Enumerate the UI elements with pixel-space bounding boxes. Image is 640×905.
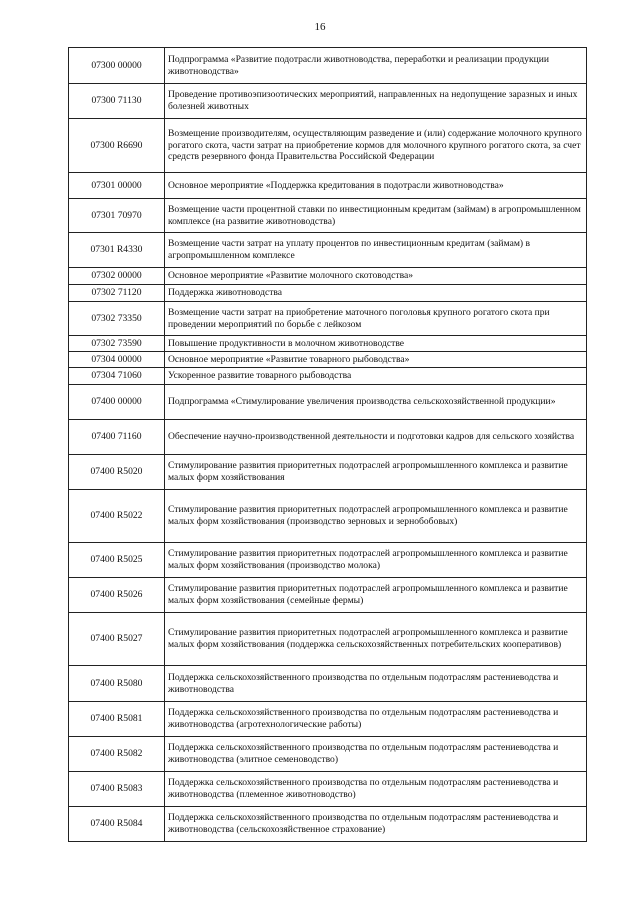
row-description: Ускоренное развитие товарного рыбоводства xyxy=(165,368,587,385)
table-row xyxy=(69,737,587,772)
row-code: 07304 71060 xyxy=(69,368,165,385)
row-description: Стимулирование развития приоритетных подотраслей агропромышленного комплекса и развитие малых форм хозяйствования (семейные фермы) xyxy=(165,578,587,613)
row-description: Основное мероприятие «Поддержка кредитования в подотрасли животноводства» xyxy=(165,173,587,199)
row-description: Возмещение части затрат на уплату процентов по инвестиционным кредитам (займам) в агропромышленном комплексе xyxy=(165,233,587,268)
table-row xyxy=(69,455,587,490)
row-description: Поддержка сельскохозяйственного производства по отдельным подотраслям растениеводства и животноводства (племенное животноводство) xyxy=(165,772,587,807)
row-description: Поддержка сельскохозяйственного производства по отдельным подотраслям растениеводства и животноводства (элитное семеноводство) xyxy=(165,737,587,772)
row-code: 07301 00000 xyxy=(69,173,165,199)
row-code: 07400 00000 xyxy=(69,385,165,420)
table-row xyxy=(69,702,587,737)
table-row xyxy=(69,543,587,578)
table-row xyxy=(69,420,587,455)
row-description: Возмещение производителям, осуществляющим разведение и (или) содержание молочного крупного рогатого скота, части затрат на приобретение кормов для молочного крупного рогатого скота, за счет средств резервного фонда Правительства Российской Федерации xyxy=(165,119,587,173)
row-code: 07300 71130 xyxy=(69,84,165,119)
row-description: Подпрограмма «Стимулирование увеличения производства сельскохозяйственной продукции» xyxy=(165,385,587,420)
row-code: 07400 R5084 xyxy=(69,807,165,842)
table-row xyxy=(69,352,587,368)
row-description: Поддержка животноводства xyxy=(165,285,587,302)
row-code: 07302 73350 xyxy=(69,302,165,336)
table-row xyxy=(69,173,587,199)
row-code: 07400 R5025 xyxy=(69,543,165,578)
table-row xyxy=(69,119,587,173)
row-description: Стимулирование развития приоритетных подотраслей агропромышленного комплекса и развитие малых форм хозяйствования (производство молока) xyxy=(165,543,587,578)
row-description: Поддержка сельскохозяйственного производства по отдельным подотраслям растениеводства и животноводства xyxy=(165,666,587,702)
row-code: 07400 R5026 xyxy=(69,578,165,613)
row-description: Стимулирование развития приоритетных подотраслей агропромышленного комплекса и развитие малых форм хозяйствования xyxy=(165,455,587,490)
row-description: Стимулирование развития приоритетных подотраслей агропромышленного комплекса и развитие малых форм хозяйствования (поддержка сельскохозяйственных потребительских кооперативов) xyxy=(165,613,587,666)
table-row xyxy=(69,48,587,84)
row-code: 07302 71120 xyxy=(69,285,165,302)
table-row xyxy=(69,772,587,807)
row-description: Основное мероприятие «Развитие товарного рыбоводства» xyxy=(165,352,587,368)
table-row xyxy=(69,613,587,666)
table-row xyxy=(69,302,587,336)
table-row xyxy=(69,336,587,352)
row-description: Повышение продуктивности в молочном животноводстве xyxy=(165,336,587,352)
table-row xyxy=(69,285,587,302)
row-code: 07400 71160 xyxy=(69,420,165,455)
row-code: 07400 R5022 xyxy=(69,490,165,543)
row-description: Поддержка сельскохозяйственного производства по отдельным подотраслям растениеводства и животноводства (агротехнологические работы) xyxy=(165,702,587,737)
table-row xyxy=(69,666,587,702)
row-code: 07400 R5082 xyxy=(69,737,165,772)
table-row xyxy=(69,368,587,385)
table-row xyxy=(69,233,587,268)
row-description: Возмещение части затрат на приобретение маточного поголовья крупного рогатого скота при проведении мероприятий по борьбе с лейкозом xyxy=(165,302,587,336)
table-row xyxy=(69,385,587,420)
row-code: 07302 73590 xyxy=(69,336,165,352)
row-description: Основное мероприятие «Развитие молочного скотоводства» xyxy=(165,268,587,285)
row-code: 07400 R5027 xyxy=(69,613,165,666)
row-description: Обеспечение научно-производственной деятельности и подготовки кадров для сельского хозяйства xyxy=(165,420,587,455)
page-number: 16 xyxy=(314,21,326,33)
row-code: 07301 70970 xyxy=(69,199,165,233)
row-code: 07301 R4330 xyxy=(69,233,165,268)
table-row xyxy=(69,578,587,613)
row-code: 07400 R5083 xyxy=(69,772,165,807)
table-row xyxy=(69,268,587,285)
table-row xyxy=(69,84,587,119)
row-description: Возмещение части процентной ставки по инвестиционным кредитам (займам) в агропромышленном комплексе (на развитие животноводства) xyxy=(165,199,587,233)
table-row xyxy=(69,490,587,543)
row-code: 07304 00000 xyxy=(69,352,165,368)
row-description: Подпрограмма «Развитие подотрасли животноводства, переработки и реализации продукции животноводства» xyxy=(165,48,587,84)
row-code: 07300 00000 xyxy=(69,48,165,84)
row-code: 07302 00000 xyxy=(69,268,165,285)
row-code: 07400 R5081 xyxy=(69,702,165,737)
row-code: 07300 R6690 xyxy=(69,119,165,173)
row-description: Проведение противоэпизоотических мероприятий, направленных на недопущение заразных и иных болезней животных xyxy=(165,84,587,119)
row-description: Стимулирование развития приоритетных подотраслей агропромышленного комплекса и развитие малых форм хозяйствования (производство зерновых и зернобобовых) xyxy=(165,490,587,543)
table-row xyxy=(69,199,587,233)
row-description: Поддержка сельскохозяйственного производства по отдельным подотраслям растениеводства и животноводства (сельскохозяйственное страхование) xyxy=(165,807,587,842)
table-row xyxy=(69,807,587,842)
row-code: 07400 R5020 xyxy=(69,455,165,490)
row-code: 07400 R5080 xyxy=(69,666,165,702)
budget-classification-table xyxy=(68,47,587,842)
